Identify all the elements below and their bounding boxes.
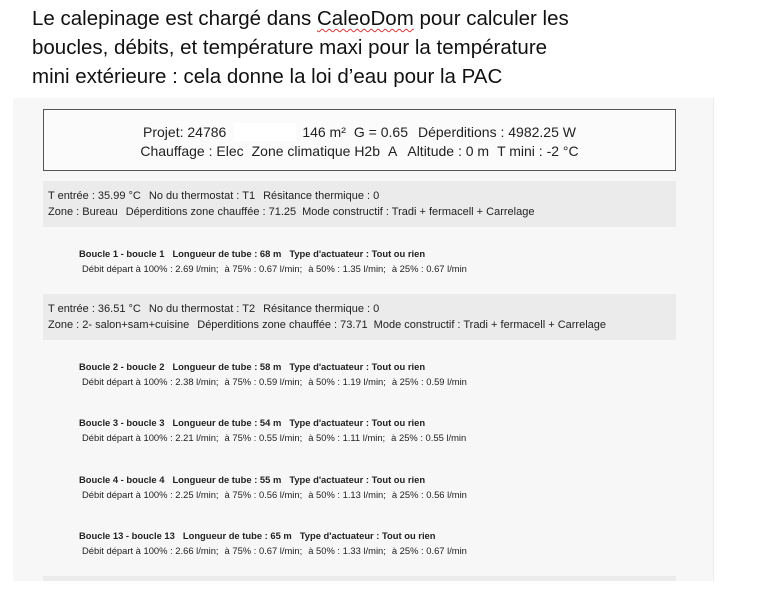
project-number: Projet: 24786: [143, 124, 227, 140]
zone-line-2: [48, 319, 606, 331]
actuator-type: Type d'actuateur : Tout ou rien: [299, 530, 436, 541]
debit-100: Débit départ à 100% : 2.66 l/min;: [82, 545, 219, 556]
g-value: G = 0.65: [353, 124, 408, 140]
debit-75: à 75% : 0.56 l/min;: [224, 489, 303, 500]
mode-constructif: Mode constructif : Tradi + fermacell + Carrelage: [373, 319, 606, 331]
total-deperditions: Déperditions : 4982.25 W: [417, 124, 576, 140]
zone-deperditions: Déperditions zone chauffée : 73.71: [197, 319, 368, 331]
tube-length: Longueur de tube : 55 m: [172, 474, 282, 485]
actuator-type: Type d'actuateur : Tout ou rien: [289, 248, 426, 259]
tube-length: Longueur de tube : 58 m: [172, 361, 282, 372]
boucle-name: Boucle 2 - boucle 2: [79, 361, 165, 372]
debit-50: à 50% : 1.35 l/min;: [308, 263, 386, 274]
intro-line-1-start: Le calepinage est chargé dans: [32, 7, 317, 30]
thermostat-number: No du thermostat : T1: [148, 190, 256, 202]
thermostat-number: No du thermostat : T2: [148, 303, 256, 315]
t-mini: T mini : -2 °C: [497, 143, 579, 159]
debit-50: à 50% : 1.11 l/min;: [308, 432, 386, 443]
redacted-block: [234, 123, 296, 141]
boucle-entry: [79, 474, 467, 500]
debit-50: à 50% : 1.13 l/min;: [308, 489, 386, 500]
intro-line-1: [32, 4, 732, 33]
zone-deperditions: Déperditions zone chauffée : 71.25: [125, 206, 297, 218]
t-entree: T entrée : 36.51 °C: [48, 303, 141, 315]
debit-25: à 25% : 0.67 l/min: [391, 545, 467, 556]
debit-75: à 75% : 0.55 l/min;: [224, 432, 303, 443]
zone-line-1: [48, 190, 379, 202]
tube-length: Longueur de tube : 65 m: [182, 530, 292, 541]
altitude: Altitude : 0 m: [407, 143, 490, 159]
actuator-type: Type d'actuateur : Tout ou rien: [289, 417, 426, 428]
boucle-entry: [79, 417, 466, 443]
debit-100: Débit départ à 100% : 2.38 l/min;: [82, 376, 219, 387]
zone-line-1: [48, 303, 379, 315]
surface-value: 146 m²: [302, 124, 346, 140]
project-summary-line-1: [44, 123, 675, 141]
intro-text: [32, 4, 732, 91]
debit-75: à 75% : 0.59 l/min;: [224, 376, 303, 387]
thermal-resistance: Résitance thermique : 0: [263, 303, 380, 315]
chauffage-type: Chauffage : Elec: [140, 143, 244, 159]
boucle-name: Boucle 1 - boucle 1: [79, 248, 165, 259]
debit-25: à 25% : 0.56 l/min: [391, 489, 467, 500]
boucle-name: Boucle 13 - boucle 13: [79, 530, 175, 541]
debit-75: à 75% : 0.67 l/min;: [224, 263, 303, 274]
debit-25: à 25% : 0.59 l/min: [391, 376, 467, 387]
tube-length: Longueur de tube : 68 m: [172, 248, 282, 259]
project-summary-line-2: [44, 143, 675, 159]
tube-length: Longueur de tube : 54 m: [172, 417, 282, 428]
next-zone-edge: [43, 576, 676, 581]
zone-name: Zone : Bureau: [48, 206, 118, 218]
intro-line-2: boucles, débits, et température maxi pour la température: [32, 36, 548, 59]
boucle-entry: [79, 361, 467, 387]
boucle-entry: [79, 248, 467, 274]
mode-constructif: Mode constructif : Tradi + fermacell + Carrelage: [302, 206, 535, 218]
t-entree: T entrée : 35.99 °C: [48, 190, 141, 202]
debit-25: à 25% : 0.67 l/min: [391, 263, 467, 274]
zone-letter: A: [388, 143, 398, 159]
zone-header: [43, 294, 676, 340]
caleodom-word: CaleoDom: [316, 7, 414, 30]
zone-climatique: Zone climatique H2b: [251, 143, 381, 159]
intro-line-3: mini extérieure : cela donne la loi d’eau pour la PAC: [32, 65, 503, 88]
intro-line-1-end: pour calculer les: [413, 7, 569, 30]
caleodom-report: [13, 98, 714, 581]
boucle-entry: [79, 530, 467, 556]
zone-name: Zone : 2- salon+sam+cuisine: [48, 319, 190, 331]
zone-header: [43, 181, 676, 227]
debit-25: à 25% : 0.55 l/min: [391, 432, 467, 443]
zone-line-2: [48, 206, 534, 218]
boucle-name: Boucle 4 - boucle 4: [79, 474, 165, 485]
actuator-type: Type d'actuateur : Tout ou rien: [289, 474, 426, 485]
actuator-type: Type d'actuateur : Tout ou rien: [289, 361, 426, 372]
debit-100: Débit départ à 100% : 2.69 l/min;: [82, 263, 219, 274]
debit-75: à 75% : 0.67 l/min;: [224, 545, 303, 556]
debit-50: à 50% : 1.19 l/min;: [308, 376, 386, 387]
debit-100: Débit départ à 100% : 2.25 l/min;: [82, 489, 219, 500]
boucle-name: Boucle 3 - boucle 3: [79, 417, 165, 428]
thermal-resistance: Résitance thermique : 0: [263, 190, 380, 202]
project-summary-box: [43, 109, 676, 171]
debit-50: à 50% : 1.33 l/min;: [308, 545, 386, 556]
debit-100: Débit départ à 100% : 2.21 l/min;: [82, 432, 219, 443]
